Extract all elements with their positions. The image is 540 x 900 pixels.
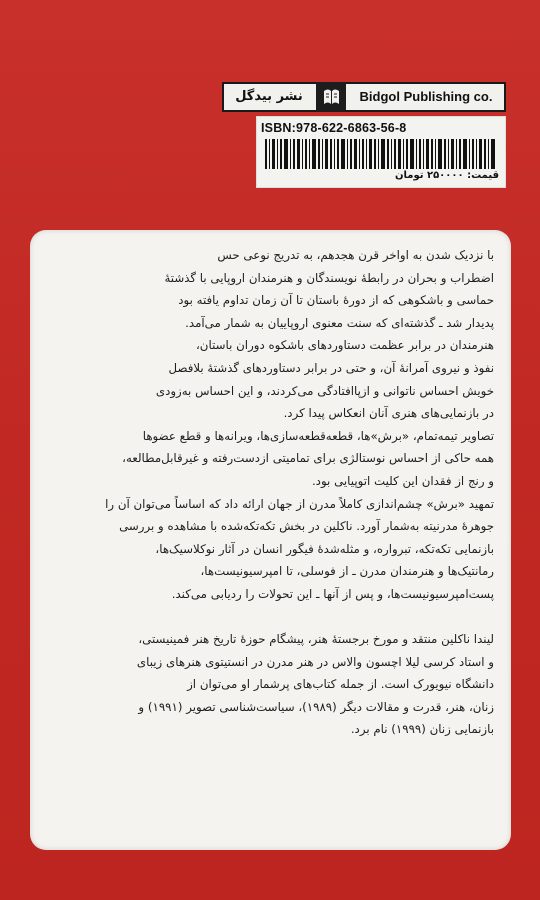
price-text: قیمت: ۲۵۰۰۰۰ تومان: [394, 170, 499, 181]
blurb-line: رمانتیک‌ها و هنرمندان مدرن ـ از فوسلی، تا امپرسیونیست‌ها،: [200, 564, 494, 579]
blurb-line: همه حاکی از احساس نوستالژی برای تمامیتی ازدست‌رفته و غیرقابل‌مطالعه،: [122, 451, 494, 466]
bio-line: و استاد کرسی لیلا اچسون والاس در هنر مدرن در انستیتوی هنرهای زیبای: [136, 654, 494, 669]
blurb-line: پست‌امپرسیونیست‌ها، و پس از آنها ـ این تحولات را ردیابی می‌کند.: [171, 586, 494, 601]
isbn-text: ISBN:978-622-6863-56-8: [261, 121, 407, 135]
barcode-icon: [265, 139, 497, 169]
publisher-name-fa: نشر بیدگل: [235, 89, 303, 104]
blurb-paragraph-1: [50, 244, 494, 606]
author-bio-paragraph: [50, 628, 494, 741]
barcode-label: [256, 116, 506, 188]
blurb-line: نفوذ و نیروی آمرانهٔ آن، و حتی در برابر دستاوردهای گذشتهٔ بلافصل: [168, 360, 494, 375]
publisher-name-en: Bidgol Publishing co.: [359, 89, 493, 104]
blurb-line: پدیدار شد ـ گذشته‌ای که سنت معنوی اروپاییان به شمار می‌آمد.: [185, 315, 494, 330]
blurb-line: اضطراب و بحران در رابطهٔ نویسندگان و هنرمندان اروپایی با گذشتهٔ: [164, 270, 494, 285]
blurb-line: خویش احساس ناتوانی و ازپاافتادگی می‌کردند، و این احساس به‌زودی: [155, 383, 494, 398]
blurb-line: حماسی و باشکوهی که از دورهٔ باستان تا آن زمان تداوم یافته بود: [178, 293, 494, 308]
publisher-bar: [222, 82, 506, 112]
bio-line: لیندا ناکلین منتقد و مورخ برجستهٔ هنر، پیشگام حوزهٔ تاریخ هنر فمینیستی،: [138, 632, 494, 646]
bio-line: بازنمایی زنان (۱۹۹۹) نام برد.: [350, 722, 494, 737]
book-logo-icon: [316, 82, 346, 112]
blurb-line: و رنج از فقدان این کلیت اتوپیایی بود.: [311, 473, 494, 488]
blurb-line: با نزدیک شدن به اواخر قرن هجدهم، به تدریج نوعی حس: [217, 248, 494, 262]
bio-line: دانشگاه نیویورک است. از جمله کتاب‌های پرشمار او می‌توان از: [187, 677, 494, 692]
blurb-line: تمهید «برش» چشم‌اندازی کاملاً مدرن از جهان ارائه داد که اساساً می‌توان آن را: [105, 496, 494, 511]
blurb-line: هنرمندان در برابر عظمت دستاوردهای باشکوه دوران باستان،: [196, 338, 494, 353]
blurb-line: تصاویر تیمه‌تمام، «برش»ها، قطعه‌قطعه‌سازی‌ها، ویرانه‌ها و قطع عضوها: [142, 428, 494, 443]
blurb-line: بازنمایی تکه‌تکه، تبر‌واره، و مثله‌شدهٔ فیگور انسان در آثار نوکلاسیک‌ها،: [155, 541, 494, 556]
blurb-line: جوهرهٔ مدرنیته به‌شمار آورد. ناکلین در بخش تکه‌تکه‌شده با مشاهده و بررسی: [119, 519, 494, 534]
blurb-line: در بازنمایی‌های هنری آنان انعکاس پیدا کرد.: [283, 406, 494, 421]
blurb-panel: [30, 230, 511, 850]
bio-line: زنان، هنر، قدرت و مقالات دیگر (۱۹۸۹)، سیاست‌شناسی تصویر (۱۹۹۱) و: [138, 699, 494, 714]
